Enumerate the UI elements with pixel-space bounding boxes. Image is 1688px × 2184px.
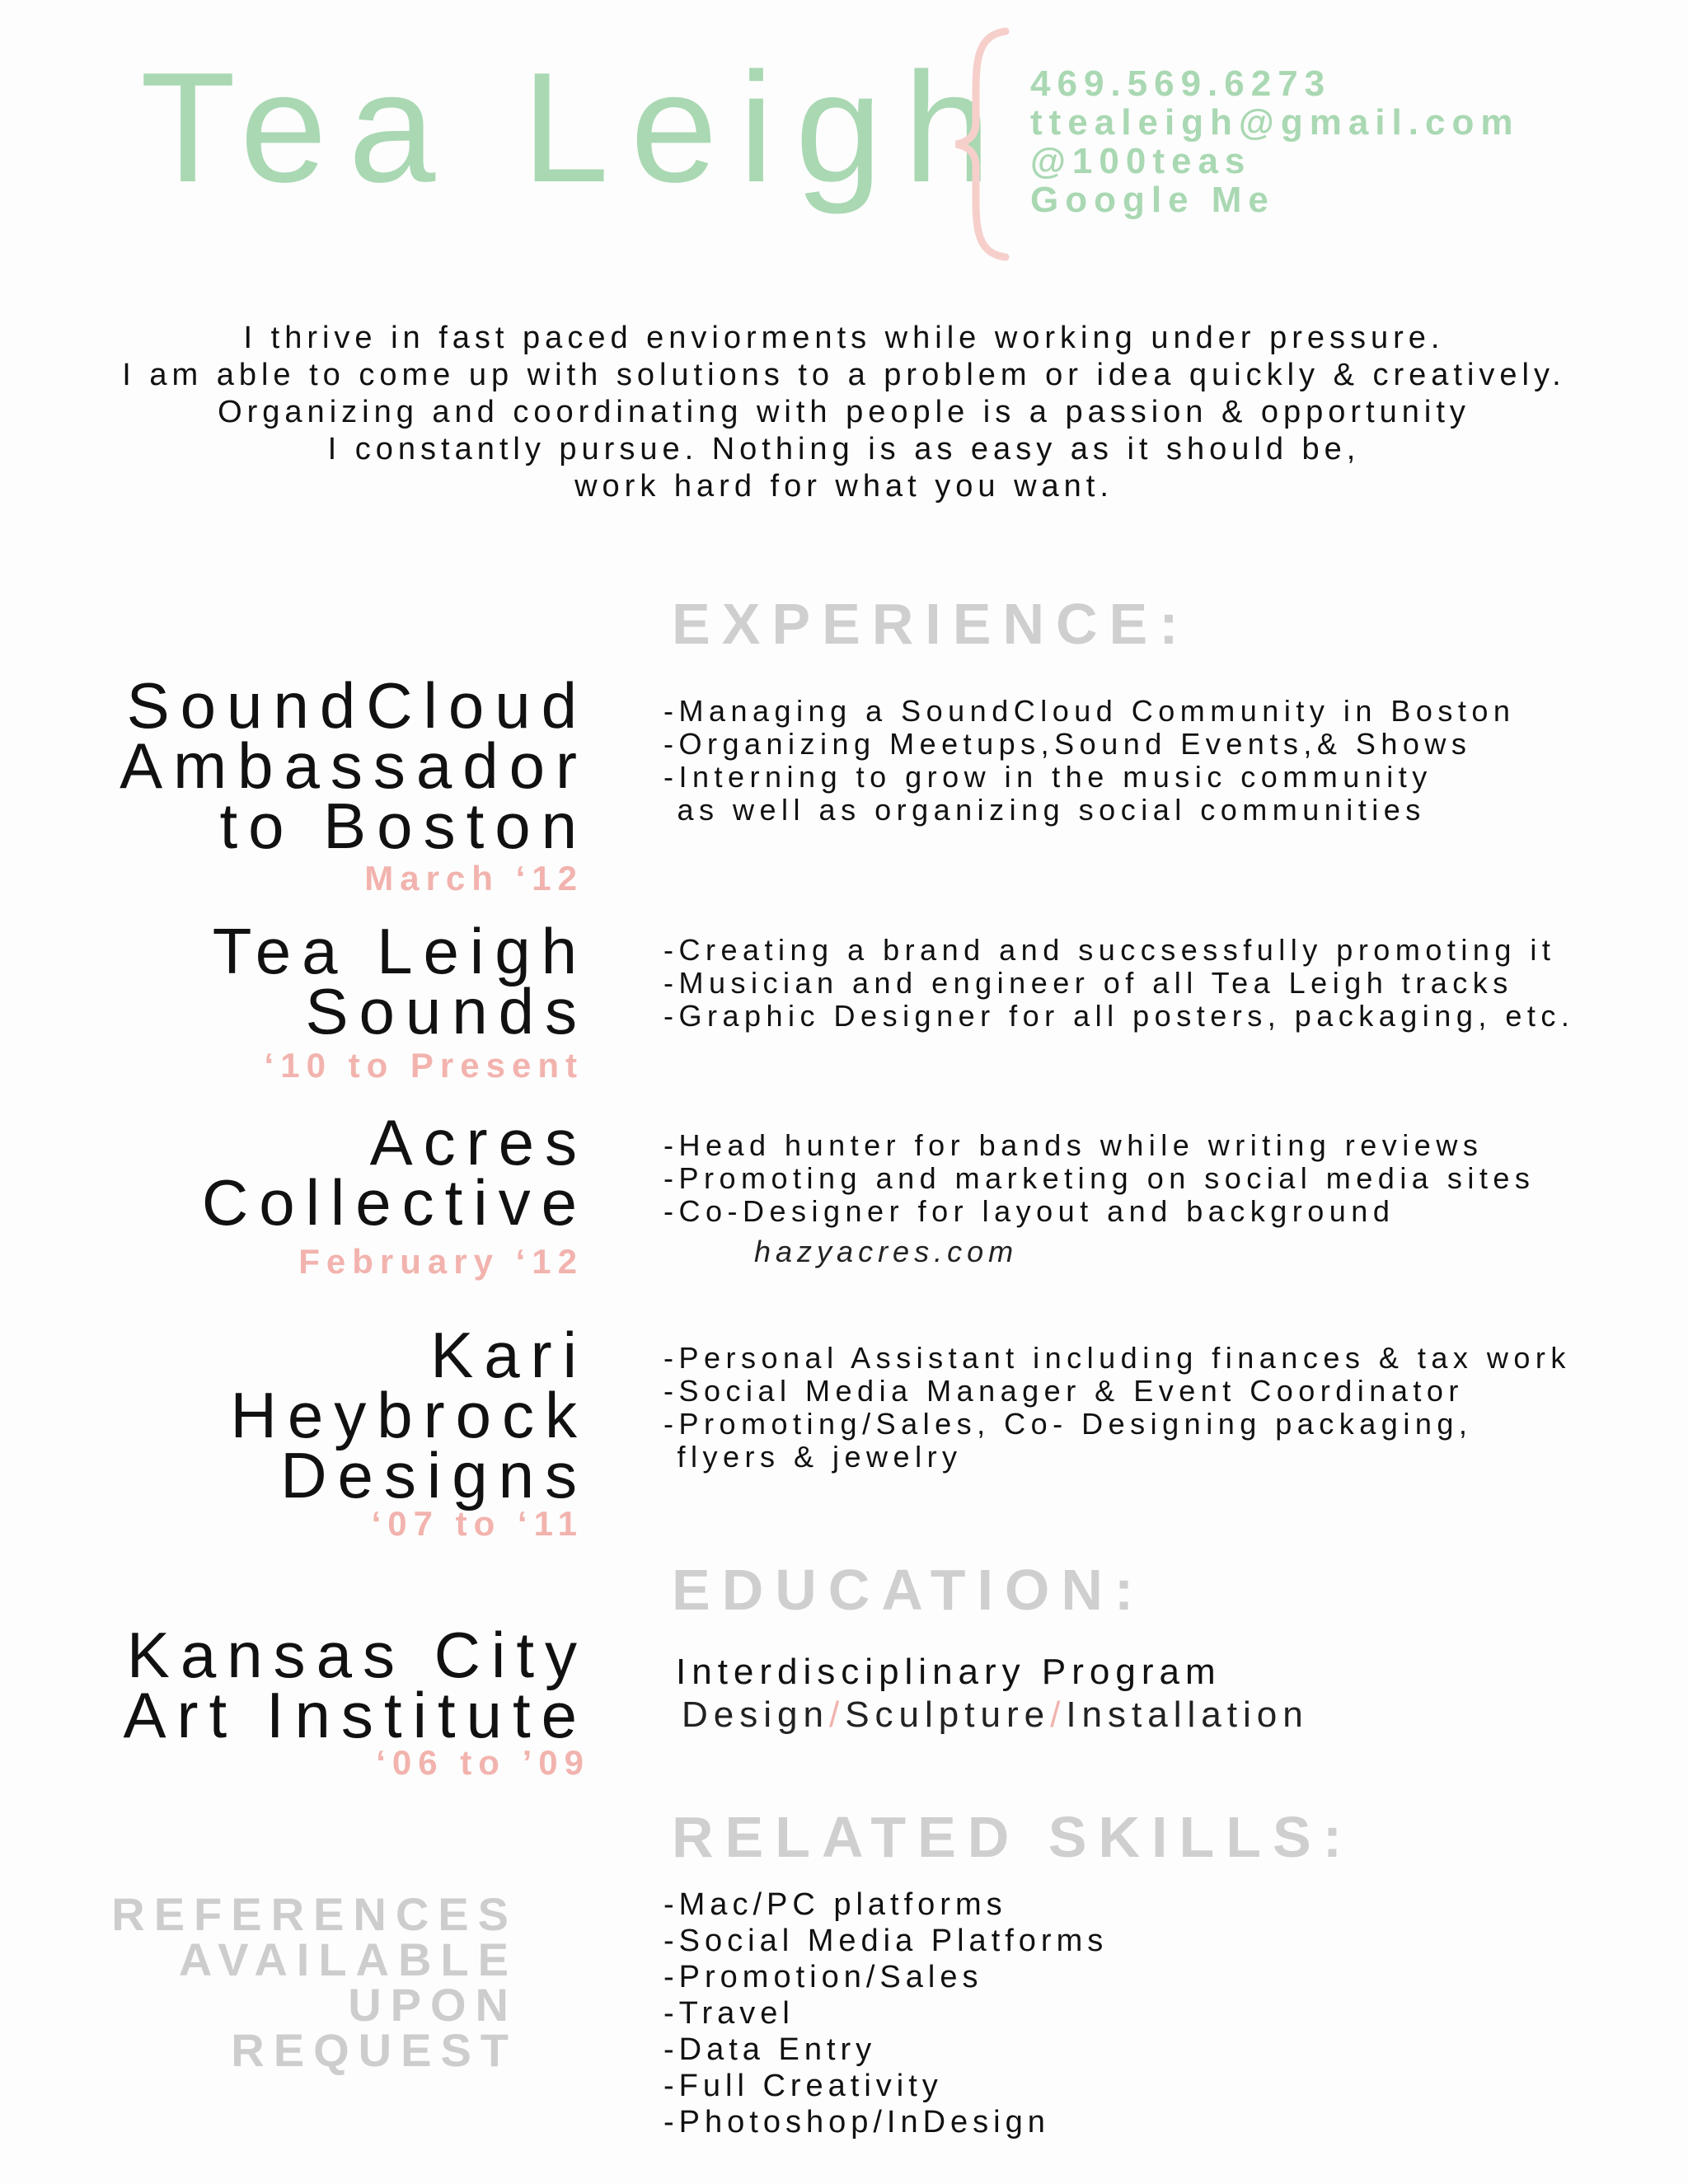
- job-title-line: Collective: [201, 1166, 588, 1239]
- job-title-line: Kari: [430, 1319, 588, 1391]
- job-date: ‘10 to Present: [264, 1046, 584, 1085]
- job-title-line: Tea Leigh: [212, 915, 588, 987]
- contact-block: [1030, 64, 1519, 219]
- job-title-acres-collective: [201, 1106, 588, 1239]
- resume-name: Tea Leigh: [140, 40, 1013, 215]
- bullet-item: -Creating a brand and succsessfully promoting it: [663, 933, 1556, 967]
- education-date: ‘06 to ’09: [376, 1743, 590, 1782]
- intro-line: I constantly pursue. Nothing is as easy as it should be,: [327, 432, 1361, 466]
- job-title-soundcloud: [120, 669, 588, 862]
- references-note: [111, 1888, 518, 2076]
- bullet-item: as well as organizing social communities: [663, 793, 1426, 827]
- skill-item: -Full Creativity: [663, 2069, 943, 2103]
- field-item: Design: [682, 1694, 829, 1735]
- job-title-line: to Boston: [219, 790, 588, 862]
- bullet-item: -Interning to grow in the music community: [663, 760, 1432, 794]
- contact-phone[interactable]: 469.569.6273: [1030, 63, 1332, 104]
- intro-line: I am able to come up with solutions to a problem or idea quickly & creatively.: [122, 358, 1566, 392]
- bullet-item: -Promoting and marketing on social media sites: [663, 1161, 1536, 1195]
- school-name: [123, 1619, 588, 1751]
- bullet-item: flyers & jewelry: [663, 1440, 963, 1474]
- intro-line: Organizing and coordinating with people is a passion & opportunity: [218, 395, 1470, 429]
- job-bullets: [663, 1342, 1571, 1474]
- job-date: February ‘12: [298, 1242, 584, 1281]
- job-title-line: Heybrock: [230, 1379, 588, 1451]
- skill-item: -Data Entry: [663, 2032, 877, 2067]
- references-line: UPON: [348, 1979, 518, 2031]
- intro-line: I thrive in fast paced enviorments while working under pressure.: [243, 321, 1445, 355]
- bullet-item: -Musician and engineer of all Tea Leigh tracks: [663, 966, 1513, 1000]
- job-title-line: SoundCloud: [126, 669, 588, 742]
- references-line: REQUEST: [231, 2024, 518, 2076]
- job-date: ‘07 to ‘11: [371, 1504, 584, 1543]
- experience-heading: EXPERIENCE:: [672, 592, 1190, 656]
- bullet-item: -Personal Assistant including finances & tax work: [663, 1341, 1571, 1375]
- job-bullets: [663, 1129, 1535, 1228]
- job-bullets: [663, 695, 1515, 827]
- school-name-line: Art Institute: [123, 1679, 588, 1751]
- job-title-kari-heybrock: [230, 1319, 588, 1511]
- intro-statement: [0, 320, 1688, 505]
- skill-item: -Photoshop/InDesign: [663, 2105, 1050, 2139]
- skill-item: -Promotion/Sales: [663, 1960, 983, 1994]
- school-name-line: Kansas City: [126, 1619, 588, 1691]
- bullet-item: -Graphic Designer for all posters, packaging, etc.: [663, 999, 1575, 1033]
- field-item: Sculpture: [845, 1694, 1051, 1735]
- bullet-item: -Co-Designer for layout and background: [663, 1194, 1395, 1228]
- job-title-line: Designs: [280, 1439, 588, 1511]
- job-bullets: [663, 934, 1574, 1033]
- job-date: March ‘12: [364, 859, 584, 898]
- bullet-item: -Managing a SoundCloud Community in Boston: [663, 694, 1516, 728]
- bullet-item: -Promoting/Sales, Co- Designing packaging,: [663, 1407, 1473, 1441]
- job-title-line: Acres: [369, 1106, 588, 1179]
- skill-item: -Travel: [663, 1996, 795, 2031]
- bullet-item: -Head hunter for bands while writing reviews: [663, 1128, 1484, 1162]
- job-title-tea-leigh-sounds: [212, 915, 588, 1047]
- education-program: Interdisciplinary Program: [676, 1652, 1221, 1692]
- bullet-item: -Organizing Meetups,Sound Events,& Shows: [663, 727, 1472, 761]
- field-separator: /: [1050, 1694, 1067, 1735]
- contact-search[interactable]: Google Me: [1030, 180, 1275, 220]
- skill-item: -Social Media Platforms: [663, 1924, 1109, 1958]
- field-separator: /: [828, 1694, 846, 1735]
- references-line: AVAILABLE: [178, 1933, 518, 1985]
- skills-list: [663, 1886, 1108, 2140]
- curly-brace-divider: [948, 25, 1022, 264]
- website-link[interactable]: hazyacres.com: [754, 1235, 1019, 1268]
- contact-email[interactable]: ttealeigh@gmail.com: [1030, 102, 1520, 143]
- education-heading: EDUCATION:: [672, 1558, 1146, 1622]
- job-title-line: Ambassador: [120, 729, 588, 802]
- education-fields: [682, 1694, 1309, 1736]
- job-title-line: Sounds: [305, 975, 588, 1047]
- contact-handle[interactable]: @100teas: [1030, 141, 1252, 181]
- references-line: REFERENCES: [111, 1888, 518, 1940]
- field-item: Installation: [1066, 1694, 1309, 1735]
- intro-line: work hard for what you want.: [574, 469, 1114, 504]
- bullet-item: -Social Media Manager & Event Coordinator: [663, 1374, 1464, 1408]
- skills-heading: RELATED SKILLS:: [672, 1805, 1354, 1869]
- skill-item: -Mac/PC platforms: [663, 1887, 1007, 1922]
